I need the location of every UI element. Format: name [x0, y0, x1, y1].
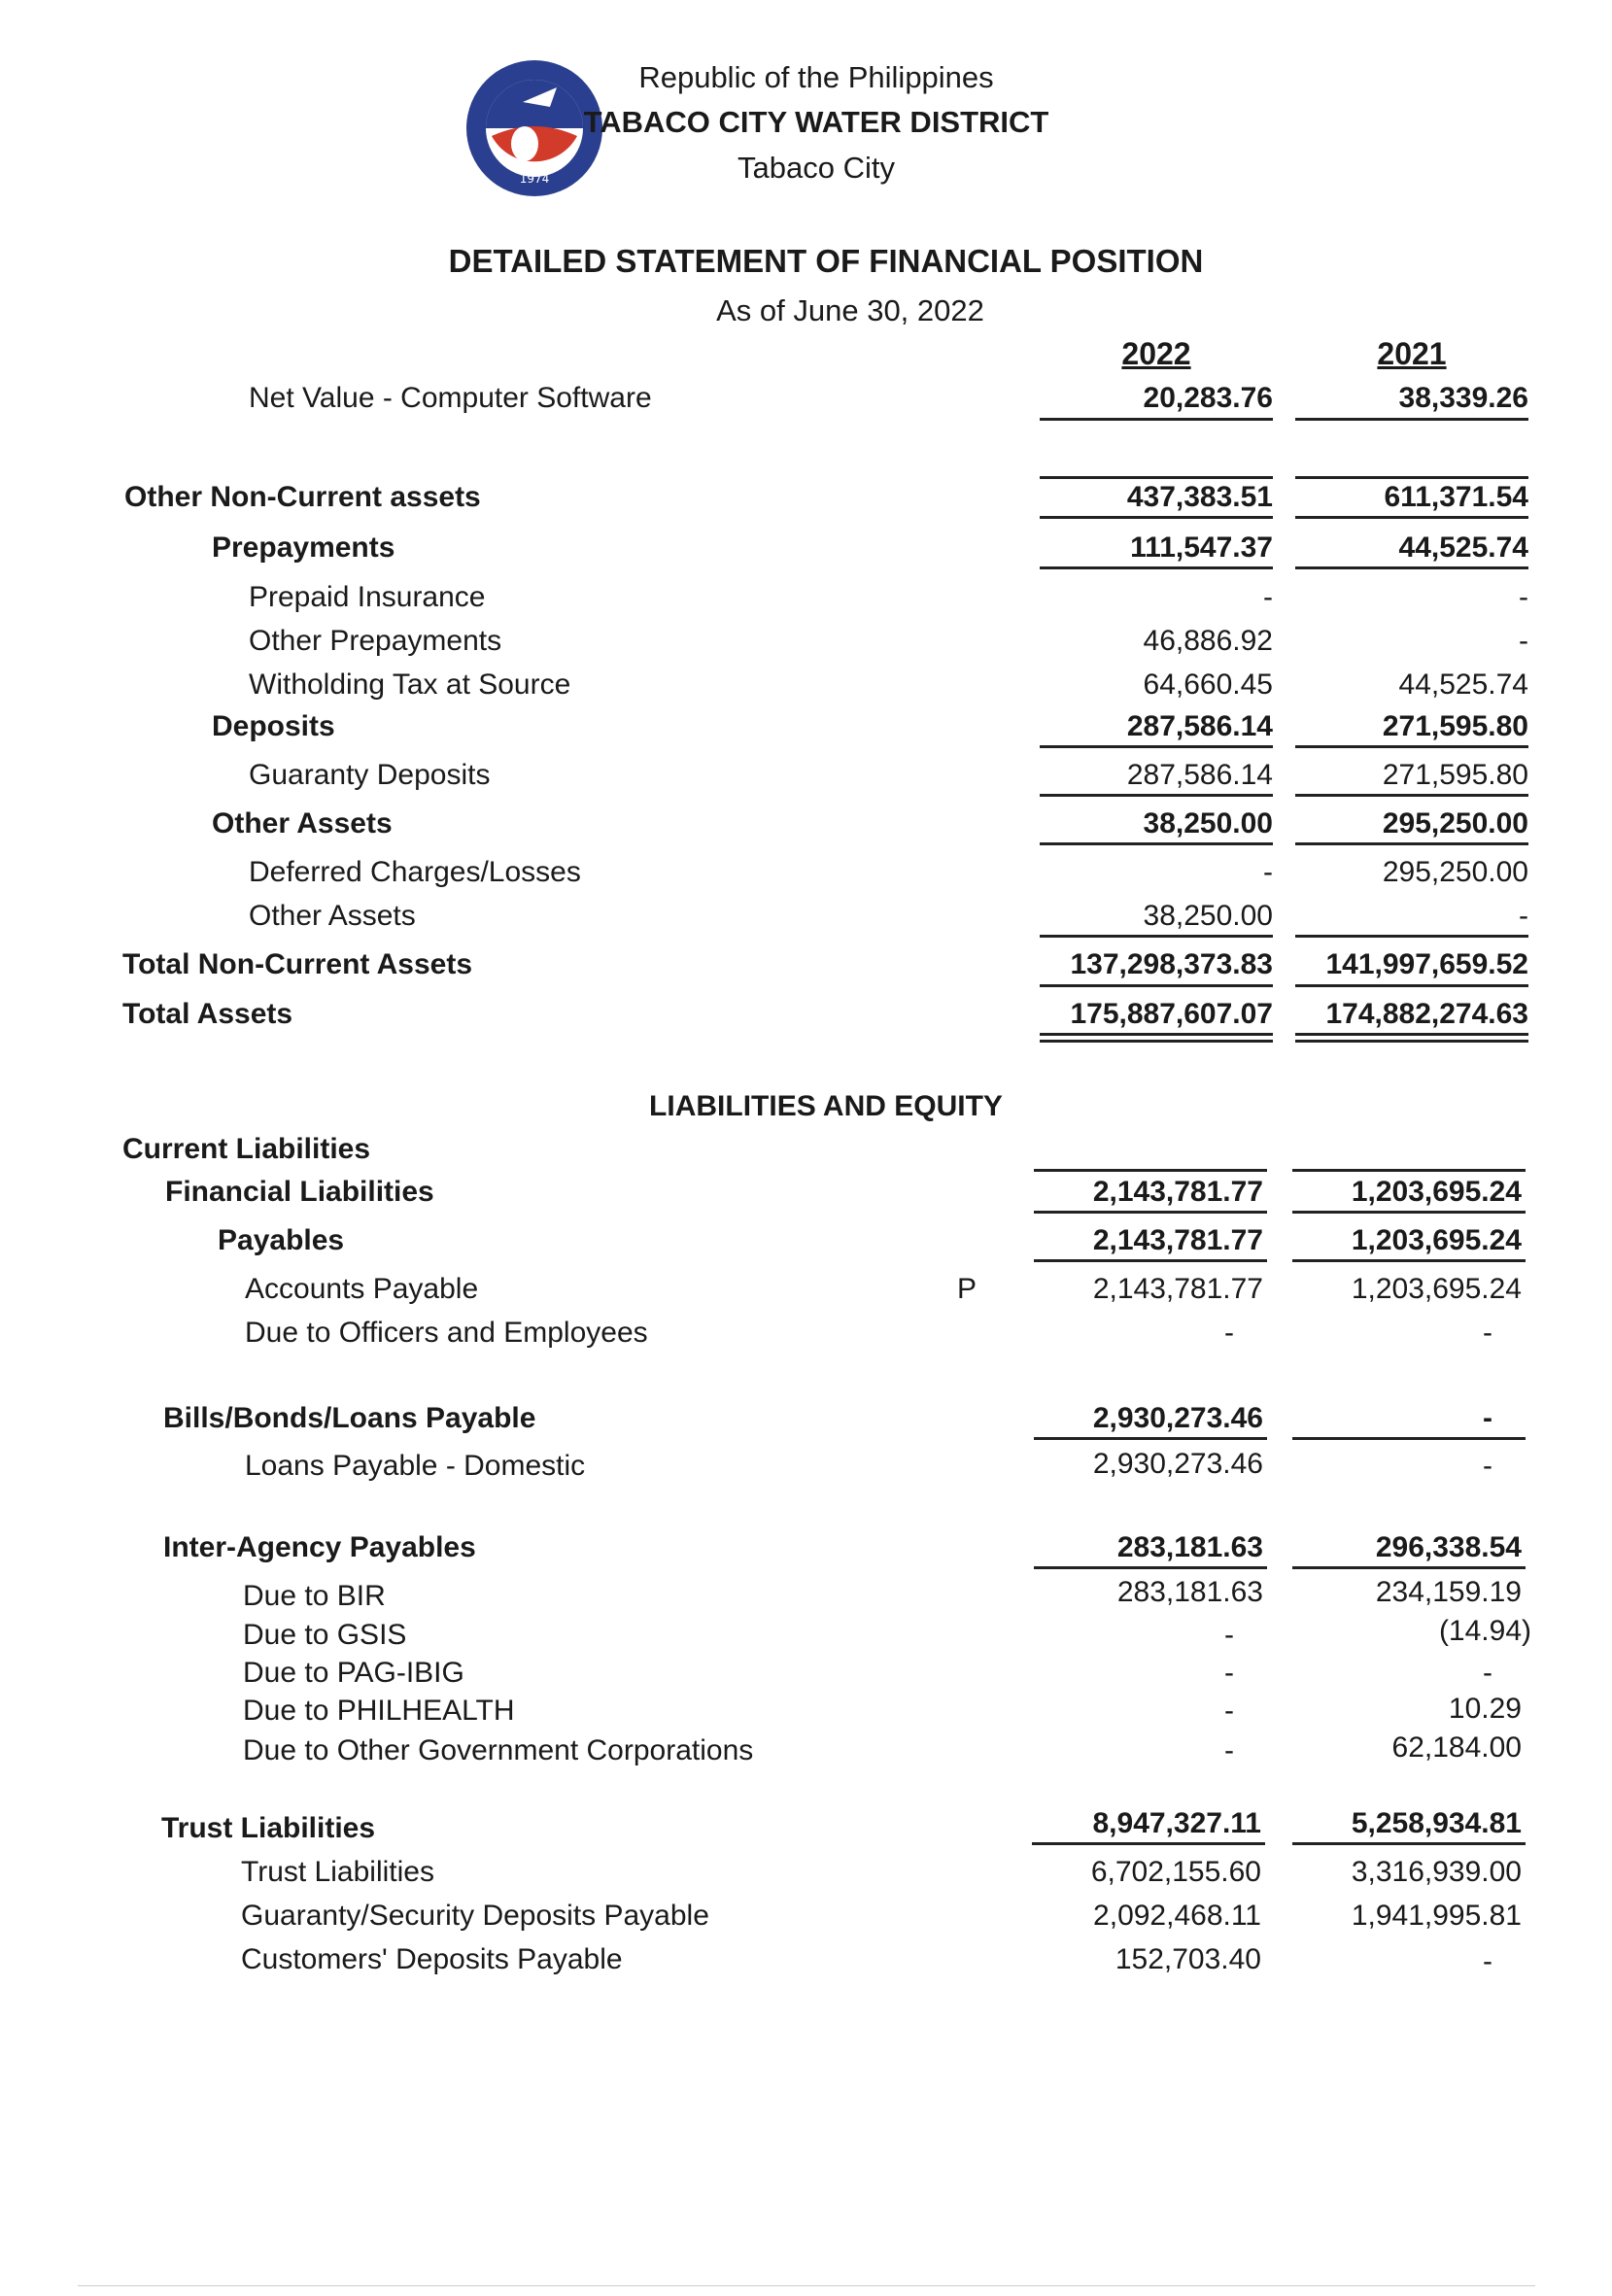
row-value-2022: - — [1224, 1619, 1234, 1651]
section-heading-liabilities-equity: LIABILITIES AND EQUITY — [649, 1090, 1003, 1122]
row-value-2022: 20,283.76 — [1143, 382, 1273, 414]
subtotal-rule — [1040, 516, 1273, 519]
row-value-2021: - — [1519, 900, 1528, 932]
row-value-2022: 2,143,781.77 — [1092, 1273, 1263, 1305]
row-label: Payables — [218, 1224, 345, 1256]
row-value-2022: 38,250.00 — [1143, 807, 1273, 840]
row-label: Other Non-Current assets — [124, 481, 481, 513]
row-value-2021: - — [1483, 1657, 1492, 1689]
seal-year: 1974 — [519, 172, 550, 186]
page-title: DETAILED STATEMENT OF FINANCIAL POSITION — [448, 243, 1204, 279]
header-republic: Republic of the Philippines — [638, 60, 994, 94]
row-label: Prepayments — [212, 531, 395, 564]
row-label: Financial Liabilities — [165, 1176, 434, 1208]
row-label: Bills/Bonds/Loans Payable — [163, 1402, 536, 1434]
row-value-2022: 111,547.37 — [1130, 531, 1273, 564]
subtotal-rule — [1032, 1842, 1265, 1845]
row-value-2022: 175,887,607.07 — [1070, 998, 1273, 1030]
subtotal-rule — [1295, 935, 1528, 938]
row-value-2022: 38,250.00 — [1143, 900, 1273, 932]
row-label: Total Assets — [122, 998, 293, 1030]
row-value-2021: 1,941,995.81 — [1351, 1900, 1522, 1932]
row-label: Deposits — [212, 710, 335, 742]
row-label: Due to PHILHEALTH — [243, 1695, 515, 1727]
row-value-2021: 141,997,659.52 — [1325, 948, 1528, 980]
row-value-2021: 44,525.74 — [1398, 531, 1528, 564]
row-value-2022: 283,181.63 — [1116, 1531, 1263, 1563]
row-value-2022: 2,092,468.11 — [1093, 1900, 1261, 1932]
row-label: Due to BIR — [243, 1580, 386, 1612]
row-value-2021: 174,882,274.63 — [1325, 998, 1528, 1030]
currency-symbol: P — [957, 1273, 977, 1305]
row-value-2021: - — [1519, 625, 1528, 657]
row-label: Customers' Deposits Payable — [241, 1943, 623, 1975]
subtotal-rule — [1034, 1437, 1267, 1440]
page-subtitle: As of June 30, 2022 — [716, 293, 984, 327]
row-value-2021: 5,258,934.81 — [1351, 1807, 1522, 1839]
header-city: Tabaco City — [737, 151, 895, 185]
row-label: Current Liabilities — [122, 1133, 371, 1165]
row-value-2021: 38,339.26 — [1398, 382, 1528, 414]
row-value-2021: - — [1483, 1945, 1492, 1977]
row-label: Guaranty/Security Deposits Payable — [241, 1900, 709, 1932]
row-value-2021: 611,371.54 — [1384, 481, 1528, 513]
subtotal-rule — [1292, 1437, 1526, 1440]
subtotal-rule — [1040, 935, 1273, 938]
subtotal-rule — [1034, 1211, 1267, 1214]
row-value-2022: - — [1263, 856, 1273, 888]
row-value-2022: - — [1224, 1734, 1234, 1766]
row-label: Witholding Tax at Source — [249, 668, 571, 701]
row-value-2021: - — [1483, 1402, 1492, 1434]
row-label: Other Prepayments — [249, 625, 502, 657]
row-value-2021: 271,595.80 — [1382, 710, 1528, 742]
subtotal-rule — [1040, 476, 1273, 479]
double-total-rule — [1295, 1033, 1528, 1043]
total-rule — [1040, 418, 1273, 421]
row-label: Inter-Agency Payables — [163, 1531, 476, 1563]
row-value-2022: 64,660.45 — [1143, 668, 1273, 701]
row-value-2021: 295,250.00 — [1382, 807, 1528, 840]
row-value-2021: 271,595.80 — [1382, 759, 1528, 791]
column-header-2021: 2021 — [1377, 336, 1447, 371]
subtotal-rule — [1040, 745, 1273, 748]
subtotal-rule — [1040, 566, 1273, 569]
subtotal-rule — [1292, 1211, 1526, 1214]
row-value-2022: 137,298,373.83 — [1070, 948, 1273, 980]
row-label: Other Assets — [212, 807, 393, 840]
row-label: Trust Liabilities — [161, 1812, 376, 1844]
subtotal-rule — [1292, 1842, 1526, 1845]
row-label: Total Non-Current Assets — [122, 948, 473, 980]
subtotal-rule — [1040, 984, 1273, 987]
row-value-2022: 283,181.63 — [1116, 1576, 1263, 1608]
row-label: Guaranty Deposits — [249, 759, 491, 791]
row-value-2021: - — [1483, 1317, 1492, 1349]
row-value-2021: 1,203,695.24 — [1351, 1224, 1522, 1256]
row-label: Trust Liabilities — [241, 1856, 434, 1888]
row-label: Net Value - Computer Software — [249, 382, 652, 414]
subtotal-rule — [1040, 794, 1273, 797]
row-value-2022: - — [1224, 1657, 1234, 1689]
subtotal-rule — [1295, 516, 1528, 519]
row-value-2022: 2,930,273.46 — [1092, 1448, 1263, 1480]
row-value-2022: 46,886.92 — [1143, 625, 1273, 657]
row-value-2022: - — [1263, 581, 1273, 613]
row-value-2022: 152,703.40 — [1115, 1943, 1261, 1975]
row-value-2021: 234,159.19 — [1375, 1576, 1522, 1608]
subtotal-rule — [1295, 984, 1528, 987]
row-label: Other Assets — [249, 900, 416, 932]
page-bottom-edge — [78, 2285, 1535, 2286]
subtotal-rule — [1034, 1169, 1267, 1172]
row-label: Due to GSIS — [243, 1619, 407, 1651]
column-header-2022: 2022 — [1121, 336, 1191, 371]
row-value-2021: - — [1519, 581, 1528, 613]
row-value-2022: 6,702,155.60 — [1090, 1856, 1261, 1888]
row-value-2021: 3,316,939.00 — [1351, 1856, 1522, 1888]
row-value-2021: - — [1483, 1450, 1492, 1482]
subtotal-rule — [1295, 842, 1528, 845]
total-rule — [1295, 418, 1528, 421]
row-value-2021: 1,203,695.24 — [1351, 1273, 1522, 1305]
row-value-2021: (14.94) — [1438, 1615, 1531, 1647]
row-label: Due to Other Government Corporations — [243, 1734, 754, 1766]
row-value-2021: 44,525.74 — [1398, 668, 1528, 701]
subtotal-rule — [1292, 1169, 1526, 1172]
subtotal-rule — [1292, 1566, 1526, 1569]
header-agency: TABACO CITY WATER DISTRICT — [583, 105, 1049, 139]
row-value-2022: 2,143,781.77 — [1092, 1176, 1263, 1208]
subtotal-rule — [1295, 566, 1528, 569]
row-value-2022: 287,586.14 — [1126, 759, 1273, 791]
row-value-2022: 287,586.14 — [1126, 710, 1273, 742]
subtotal-rule — [1295, 794, 1528, 797]
row-label: Loans Payable - Domestic — [245, 1450, 586, 1482]
row-value-2022: - — [1224, 1317, 1234, 1349]
row-value-2022: - — [1224, 1695, 1234, 1727]
subtotal-rule — [1295, 476, 1528, 479]
row-label: Prepaid Insurance — [249, 581, 486, 613]
row-value-2021: 295,250.00 — [1382, 856, 1528, 888]
row-label: Due to PAG-IBIG — [243, 1657, 464, 1689]
row-label: Due to Officers and Employees — [245, 1317, 648, 1349]
row-value-2022: 437,383.51 — [1126, 481, 1273, 513]
double-total-rule — [1040, 1033, 1273, 1043]
subtotal-rule — [1034, 1566, 1267, 1569]
row-value-2021: 10.29 — [1448, 1693, 1522, 1725]
subtotal-rule — [1295, 745, 1528, 748]
row-value-2022: 2,930,273.46 — [1092, 1402, 1263, 1434]
subtotal-rule — [1040, 842, 1273, 845]
subtotal-rule — [1292, 1259, 1526, 1262]
row-value-2021: 1,203,695.24 — [1351, 1176, 1522, 1208]
subtotal-rule — [1034, 1259, 1267, 1262]
row-value-2022: 2,143,781.77 — [1092, 1224, 1263, 1256]
row-label: Deferred Charges/Losses — [249, 856, 581, 888]
row-value-2022: 8,947,327.11 — [1092, 1807, 1261, 1839]
row-value-2021: 296,338.54 — [1375, 1531, 1522, 1563]
row-label: Accounts Payable — [245, 1273, 479, 1305]
row-value-2021: 62,184.00 — [1391, 1731, 1522, 1764]
